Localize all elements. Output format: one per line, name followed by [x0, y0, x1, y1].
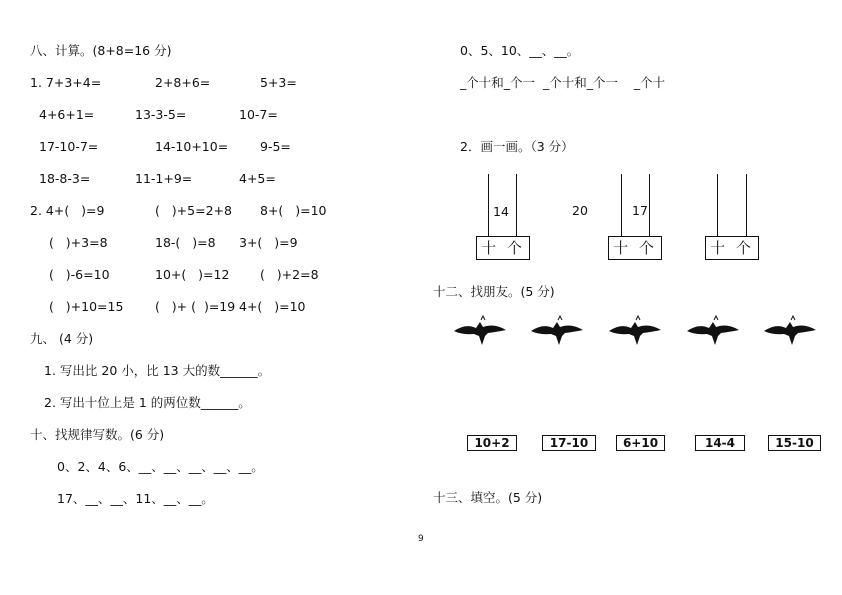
tens-rod	[621, 174, 622, 236]
page-number: 9	[418, 534, 424, 544]
ones-rod	[746, 174, 747, 236]
calc-item: 4+6+1=	[39, 107, 95, 122]
section-9-question-1: 1. 写出比 20 小，比 13 大的数______。	[44, 363, 271, 378]
expression-card: 17-10	[542, 435, 596, 451]
bird-icon	[762, 314, 818, 348]
section-10-title: 十、找规律写数。(6 分)	[30, 427, 165, 442]
abacus-base: 十 个	[705, 236, 759, 260]
bird-icon	[685, 314, 741, 348]
abacus-base: 十 个	[608, 236, 662, 260]
fill-item: 10+( )=12	[155, 267, 230, 282]
place-value-line: _个十和_个一 _个十和_个一 _个十	[460, 75, 666, 90]
section-13-title: 十三、填空。(5 分)	[433, 490, 543, 505]
ones-rod	[649, 174, 650, 236]
bird-icon	[607, 314, 663, 348]
calc-item: 14-10+10=	[155, 139, 229, 154]
fill-item: 2. 4+( )=9	[30, 203, 105, 218]
pattern-sequence-2: 17、__、__、11、__、__。	[57, 491, 214, 506]
fill-item: 4+( )=10	[239, 299, 306, 314]
section-8-title: 八、计算。(8+8=16 分)	[30, 43, 172, 58]
fill-item: 8+( )=10	[260, 203, 327, 218]
expression-card: 14-4	[695, 435, 745, 451]
expression-card: 10+2	[467, 435, 517, 451]
ones-rod	[516, 174, 517, 236]
draw-section-title: 2．画一画。（3 分）	[460, 139, 574, 154]
calc-item: 18-8-3=	[39, 171, 91, 186]
section-12-title: 十二、找朋友。(5 分)	[433, 284, 555, 299]
abacus-diagram	[705, 174, 761, 264]
bird-icon	[452, 314, 508, 348]
pattern-sequence-3: 0、5、10、__、__。	[460, 43, 580, 58]
fill-item: 18-( )=8	[155, 235, 216, 250]
fill-item: ( )-6=10	[49, 267, 110, 282]
calc-item: 1. 7+3+4=	[30, 75, 102, 90]
fill-item: ( )+5=2+8	[155, 203, 232, 218]
tens-rod	[717, 174, 718, 236]
fill-item: ( )+10=15	[49, 299, 124, 314]
fill-item: 3+( )=9	[239, 235, 298, 250]
fill-item: ( )+3=8	[49, 235, 108, 250]
calc-item: 17-10-7=	[39, 139, 99, 154]
section-9-title: 九、 (4 分)	[30, 331, 94, 346]
abacus-number: 20	[572, 203, 588, 218]
fill-item: ( )+ ( )=19	[155, 299, 236, 314]
section-9-question-2: 2. 写出十位上是 1 的两位数______。	[44, 395, 251, 410]
abacus-number: 14	[493, 204, 509, 219]
expression-card: 15-10	[768, 435, 821, 451]
calc-item: 10-7=	[239, 107, 278, 122]
abacus-diagram	[476, 174, 532, 264]
fill-item: ( )+2=8	[260, 267, 319, 282]
calc-item: 5+3=	[260, 75, 297, 90]
tens-rod	[488, 174, 489, 236]
abacus-diagram	[608, 174, 664, 264]
calc-item: 4+5=	[239, 171, 276, 186]
calc-item: 11-1+9=	[135, 171, 193, 186]
abacus-number: 17	[632, 203, 648, 218]
calc-item: 13-3-5=	[135, 107, 187, 122]
calc-item: 9-5=	[260, 139, 291, 154]
expression-card: 6+10	[616, 435, 665, 451]
calc-item: 2+8+6=	[155, 75, 211, 90]
bird-icon	[529, 314, 585, 348]
pattern-sequence-1: 0、2、4、6、__、__、__、__、__。	[57, 459, 264, 474]
abacus-base: 十 个	[476, 236, 530, 260]
